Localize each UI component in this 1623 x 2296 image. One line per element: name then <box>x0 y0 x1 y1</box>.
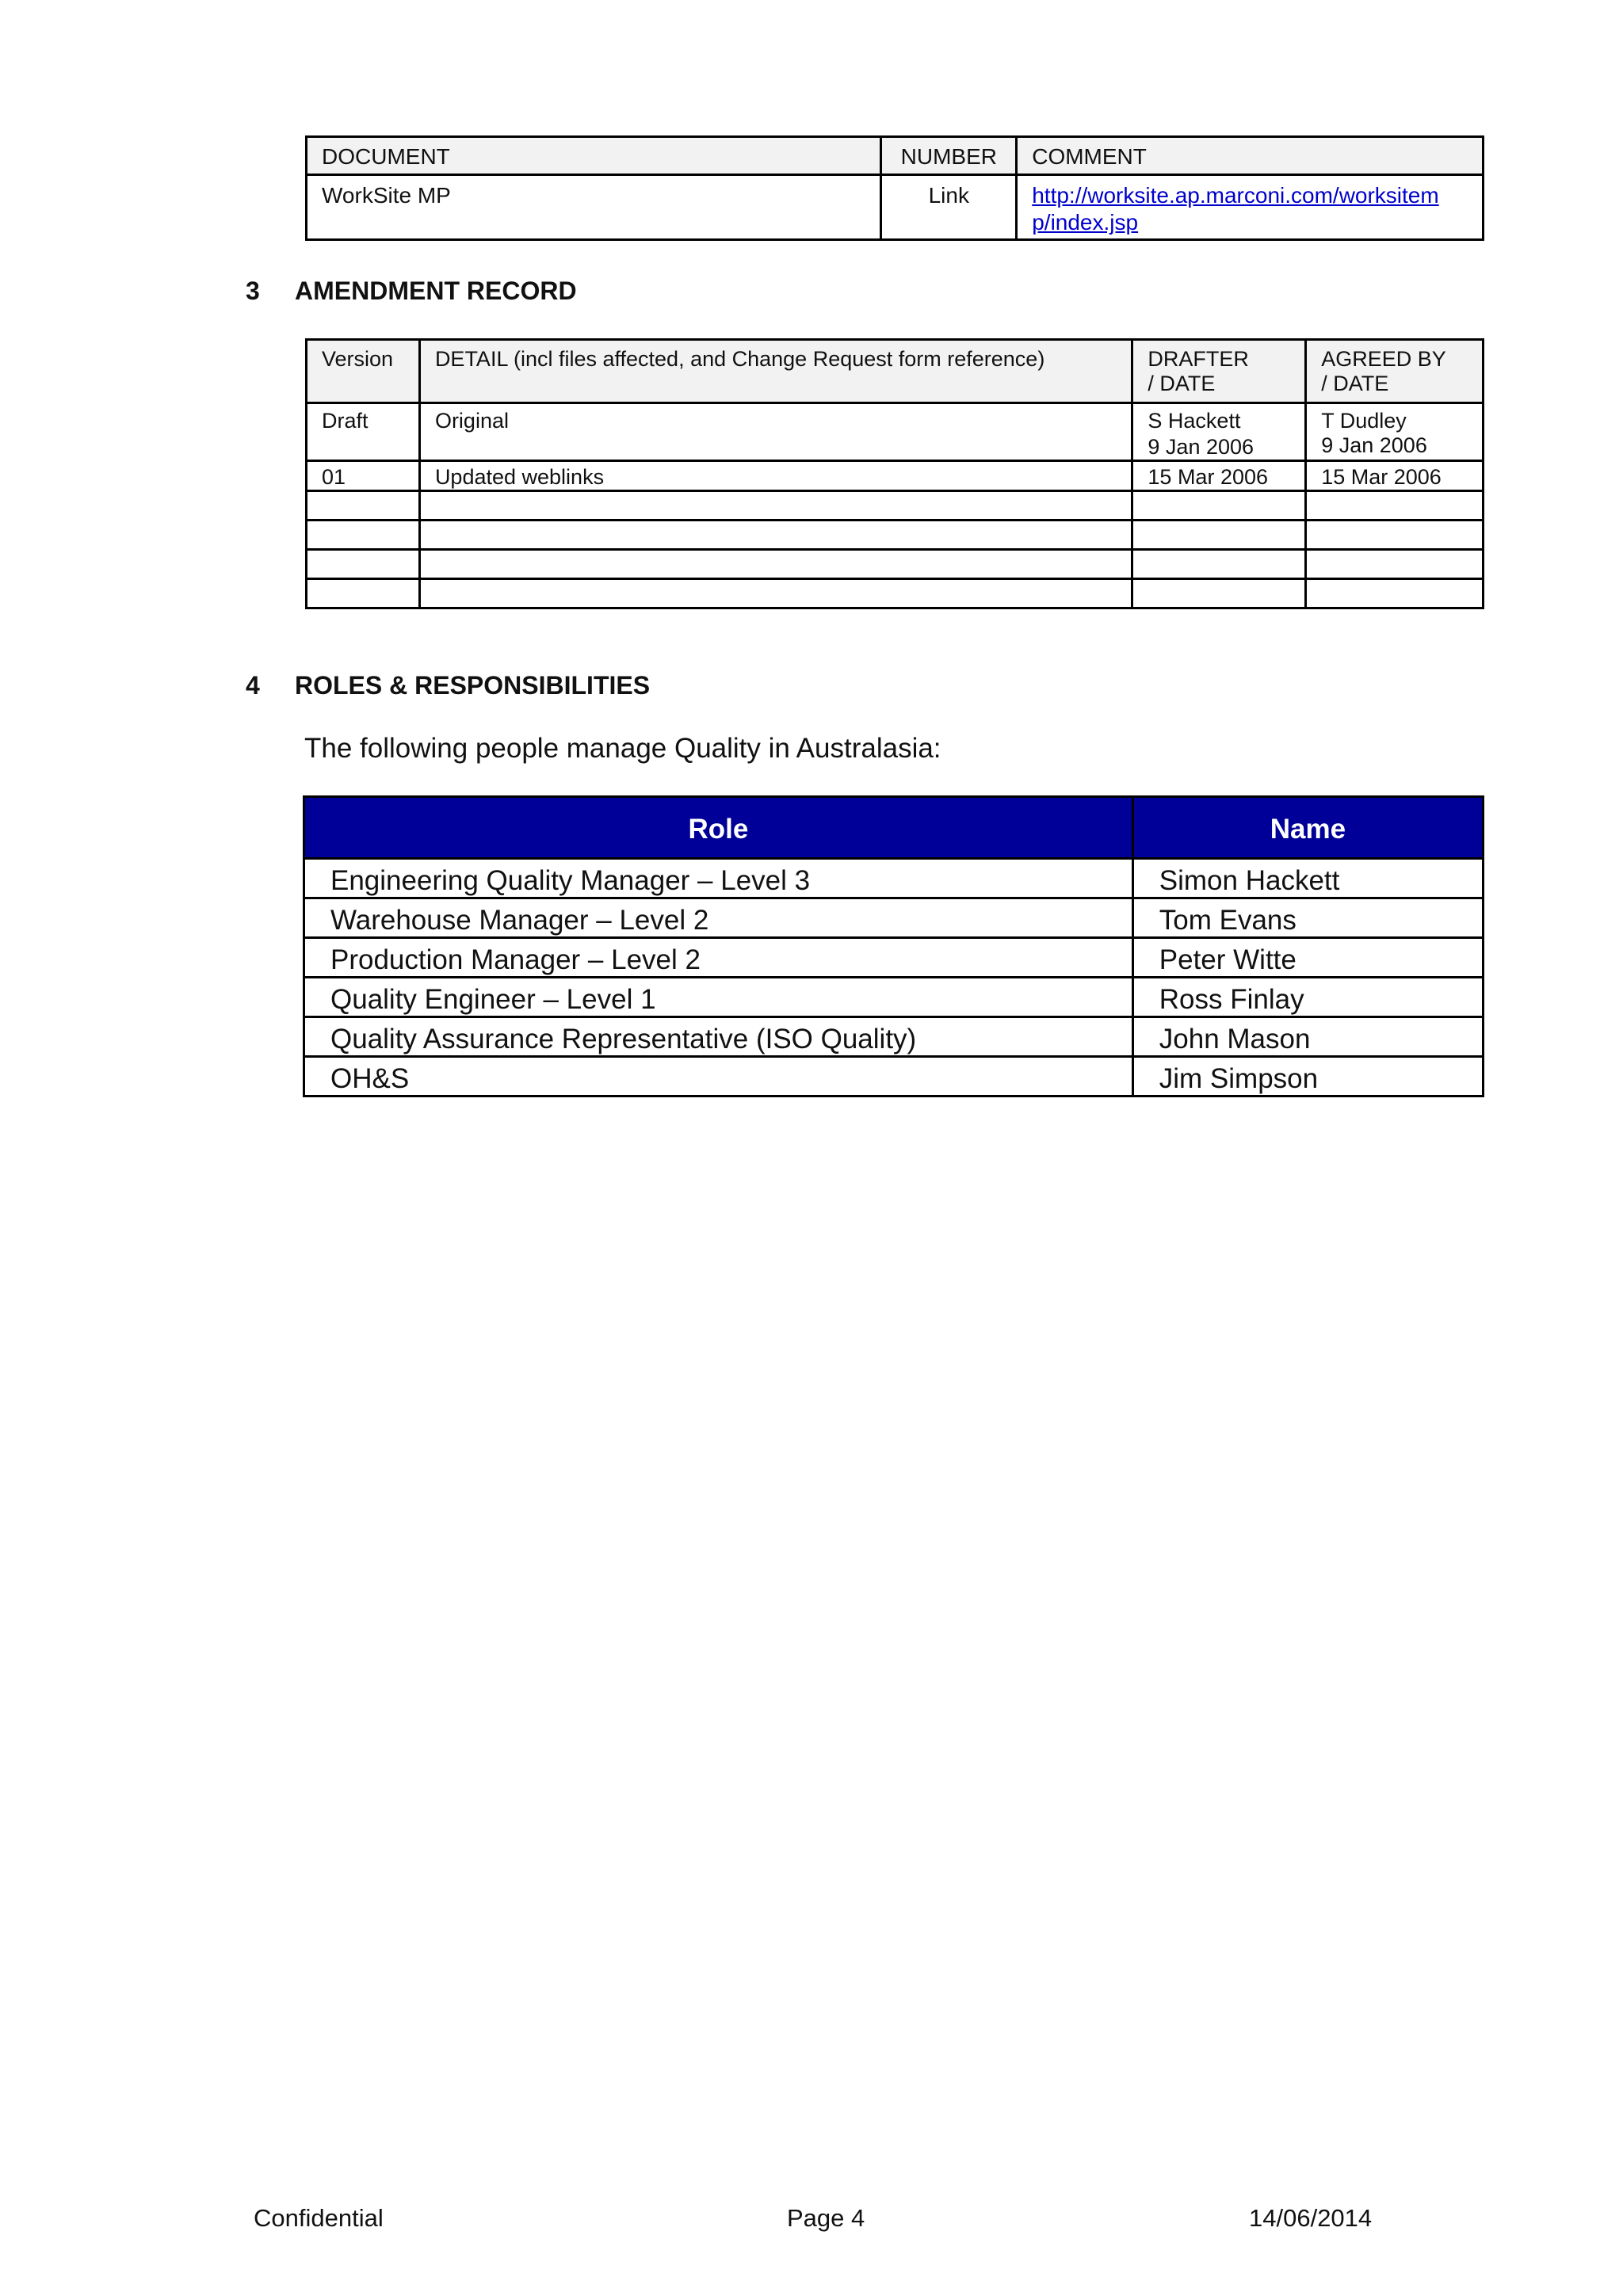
reference-table-header <box>307 137 1484 175</box>
table-row <box>304 938 1484 978</box>
role-cell: Quality Engineer – Level 1 <box>304 978 1133 1017</box>
column-header-detail: DETAIL (incl files affected, and Change Request form reference) <box>419 340 1132 403</box>
table-row <box>304 1057 1484 1097</box>
role-cell: Warehouse Manager – Level 2 <box>304 898 1133 938</box>
role-cell: Engineering Quality Manager – Level 3 <box>304 859 1133 898</box>
role-cell: Production Manager – Level 2 <box>304 938 1133 978</box>
footer-page-number: Page 4 <box>787 2204 865 2232</box>
worksite-link[interactable] <box>1032 183 1439 235</box>
agreed-header-line2: / DATE <box>1321 372 1389 395</box>
empty-row <box>307 521 1484 550</box>
column-header-name: Name <box>1132 797 1483 859</box>
version-cell: 01 <box>307 461 420 491</box>
drafter-header-line1: DRAFTER <box>1148 347 1249 371</box>
table-row <box>307 403 1484 461</box>
column-header-document: DOCUMENT <box>307 137 881 175</box>
agreed-date: 9 Jan 2006 <box>1321 433 1427 457</box>
document-cell: WorkSite MP <box>307 175 881 240</box>
comment-cell <box>1017 175 1484 240</box>
roles-intro-text: The following people manage Quality in Australasia: <box>304 733 941 764</box>
footer-confidential: Confidential <box>254 2204 384 2232</box>
roles-table <box>303 795 1484 1097</box>
name-cell: Ross Finlay <box>1132 978 1483 1017</box>
name-cell: John Mason <box>1132 1017 1483 1057</box>
empty-row <box>307 491 1484 521</box>
column-header-version: Version <box>307 340 420 403</box>
name-cell: Jim Simpson <box>1132 1057 1483 1097</box>
section-title: ROLES & RESPONSIBILITIES <box>295 671 651 700</box>
detail-cell: Updated weblinks <box>419 461 1132 491</box>
column-header-agreed <box>1306 340 1484 403</box>
column-header-drafter <box>1132 340 1306 403</box>
agreed-cell <box>1306 403 1484 461</box>
section-title: AMENDMENT RECORD <box>295 277 577 305</box>
link-line-2: p/index.jsp <box>1032 210 1139 235</box>
empty-row <box>307 550 1484 579</box>
column-header-role: Role <box>304 797 1133 859</box>
amendment-table <box>305 338 1484 609</box>
agreed-header-line1: AGREED BY <box>1321 347 1446 371</box>
drafter-cell <box>1132 403 1306 461</box>
link-line-1: http://worksite.ap.marconi.com/worksitem <box>1032 183 1439 208</box>
number-cell: Link <box>881 175 1017 240</box>
version-cell: Draft <box>307 403 420 461</box>
role-cell: OH&S <box>304 1057 1133 1097</box>
reference-table <box>305 135 1484 241</box>
drafter-cell: 15 Mar 2006 <box>1132 461 1306 491</box>
role-cell: Quality Assurance Representative (ISO Quality) <box>304 1017 1133 1057</box>
table-row <box>304 1017 1484 1057</box>
drafter-header-line2: / DATE <box>1148 372 1216 395</box>
drafter-name: S Hackett <box>1148 409 1241 433</box>
drafter-date: 9 Jan 2006 <box>1148 435 1254 459</box>
empty-row <box>307 579 1484 608</box>
column-header-comment: COMMENT <box>1017 137 1484 175</box>
table-row <box>307 461 1484 491</box>
column-header-number: NUMBER <box>881 137 1017 175</box>
agreed-name: T Dudley <box>1321 409 1407 433</box>
section-heading-roles <box>246 671 650 700</box>
table-row <box>304 859 1484 898</box>
name-cell: Peter Witte <box>1132 938 1483 978</box>
name-cell: Simon Hackett <box>1132 859 1483 898</box>
section-heading-amendment <box>246 277 577 306</box>
section-number: 3 <box>246 277 260 305</box>
agreed-cell: 15 Mar 2006 <box>1306 461 1484 491</box>
detail-cell: Original <box>419 403 1132 461</box>
footer-date: 14/06/2014 <box>1249 2204 1373 2232</box>
table-row <box>304 898 1484 938</box>
name-cell: Tom Evans <box>1132 898 1483 938</box>
table-row <box>304 978 1484 1017</box>
table-row <box>307 175 1484 240</box>
amendment-table-header <box>307 340 1484 403</box>
section-number: 4 <box>246 671 260 700</box>
roles-table-header <box>304 797 1484 859</box>
